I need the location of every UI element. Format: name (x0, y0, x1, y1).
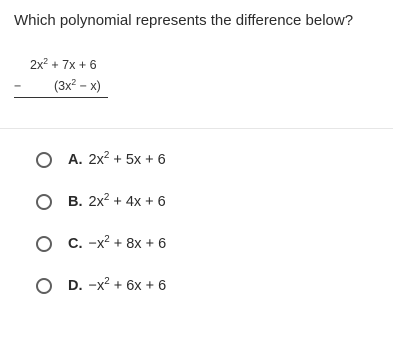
choice-d-text (68, 277, 166, 295)
choice-a-exponent: 2 (103, 150, 110, 162)
choice-d-letter: D. (68, 278, 83, 294)
choice-b-text (68, 193, 166, 211)
question-text: Which polynomial represents the difference below? (14, 12, 354, 29)
choice-c-letter: C. (68, 236, 83, 252)
radio-button-d[interactable] (36, 278, 52, 294)
minuend-term-a: 2x (30, 58, 44, 72)
minus-sign: − (14, 79, 22, 93)
choice-a-letter: A. (68, 152, 83, 168)
choice-a[interactable] (36, 151, 166, 193)
choice-b[interactable] (36, 193, 166, 235)
minuend-term-rest: + 7x + 6 (47, 58, 97, 72)
minuend-polynomial (30, 55, 97, 72)
radio-button-b[interactable] (36, 194, 52, 210)
section-divider (0, 128, 393, 129)
subtrahend-term-a: (3x (54, 79, 72, 93)
answer-choices (36, 151, 166, 319)
choice-a-rest: + 5x + 6 (109, 152, 166, 168)
choice-b-term: 2x (88, 194, 104, 210)
subtrahend-expression (54, 76, 101, 93)
subtrahend-exponent: 2 (71, 76, 77, 87)
minuend-exponent: 2 (43, 55, 48, 66)
subtrahend-polynomial (14, 76, 108, 98)
choice-d[interactable] (36, 277, 166, 319)
choice-d-exponent: 2 (104, 276, 110, 288)
choice-a-text (68, 151, 166, 169)
radio-button-c[interactable] (36, 236, 52, 252)
choice-b-rest: + 4x + 6 (109, 194, 166, 210)
choice-c-rest: + 8x + 6 (109, 236, 167, 252)
choice-c-term: −x (88, 236, 105, 252)
subtrahend-term-rest: − x) (76, 79, 101, 93)
choice-c[interactable] (36, 235, 166, 277)
choice-c-text (68, 235, 166, 253)
choice-b-letter: B. (68, 194, 83, 210)
radio-button-a[interactable] (36, 152, 52, 168)
choice-a-term: 2x (88, 152, 104, 168)
choice-d-rest: + 6x + 6 (109, 278, 167, 294)
choice-d-term: −x (88, 278, 105, 294)
choice-b-exponent: 2 (103, 192, 110, 204)
choice-c-exponent: 2 (104, 234, 110, 246)
